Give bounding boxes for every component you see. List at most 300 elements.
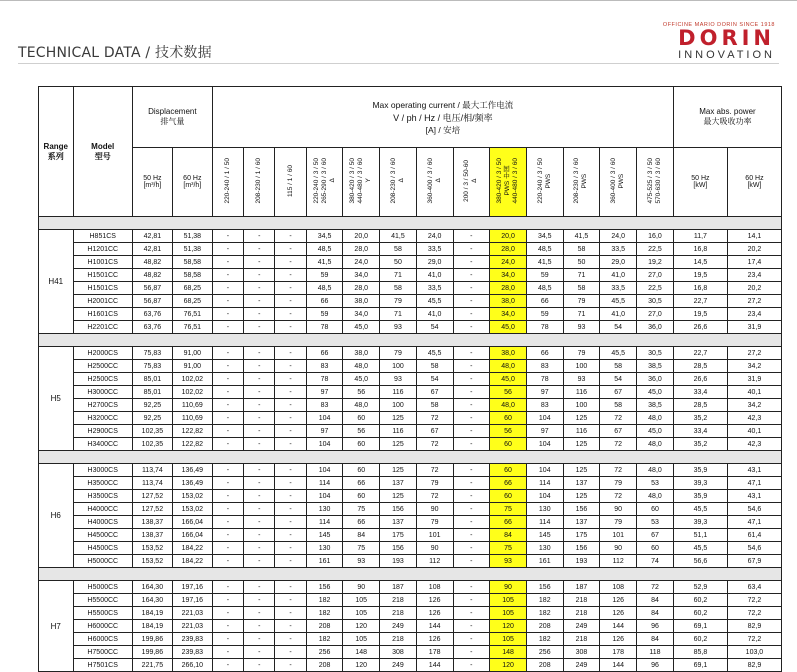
data-cell: 45,5 <box>600 347 637 360</box>
data-cell: 138,37 <box>132 529 172 542</box>
data-cell: 34,5 <box>306 230 343 243</box>
model-cell: H4500CC <box>73 529 132 542</box>
data-cell: 256 <box>526 646 563 659</box>
data-cell: 56 <box>490 425 527 438</box>
data-cell: - <box>212 399 243 412</box>
data-cell: 78 <box>526 373 563 386</box>
data-cell: 66 <box>490 516 527 529</box>
table-row <box>39 256 782 269</box>
data-cell: 60 <box>490 438 527 451</box>
data-cell: 29,0 <box>600 256 637 269</box>
data-cell: - <box>212 360 243 373</box>
data-cell: - <box>275 516 306 529</box>
model-cell: H2900CS <box>73 425 132 438</box>
data-cell: 58 <box>416 399 453 412</box>
data-cell: 75 <box>490 503 527 516</box>
data-cell: 42,3 <box>727 438 781 451</box>
data-cell: 164,30 <box>132 581 172 594</box>
data-cell: - <box>275 659 306 672</box>
data-cell: 102,35 <box>132 425 172 438</box>
data-cell: - <box>244 503 275 516</box>
data-cell: 101 <box>600 529 637 542</box>
data-cell: 45,5 <box>673 542 727 555</box>
data-cell: 47,1 <box>727 477 781 490</box>
data-cell: 59 <box>526 269 563 282</box>
model-cell: H6000CS <box>73 633 132 646</box>
data-cell: 20,2 <box>727 282 781 295</box>
data-cell: - <box>453 230 490 243</box>
data-cell: 178 <box>600 646 637 659</box>
data-cell: 182 <box>526 633 563 646</box>
model-cell: H4500CS <box>73 542 132 555</box>
data-cell: - <box>275 295 306 308</box>
data-cell: 79 <box>416 477 453 490</box>
data-cell: - <box>275 490 306 503</box>
data-cell: - <box>453 542 490 555</box>
data-cell: - <box>244 594 275 607</box>
table-row <box>39 230 782 243</box>
range-cell: H6 <box>39 464 74 568</box>
data-cell: 93 <box>490 555 527 568</box>
data-cell: 26,6 <box>673 321 727 334</box>
table-row <box>39 360 782 373</box>
data-cell: 156 <box>563 542 600 555</box>
data-cell: - <box>275 425 306 438</box>
data-cell: 51,1 <box>673 529 727 542</box>
data-cell: - <box>275 438 306 451</box>
data-cell: 199,86 <box>132 646 172 659</box>
voltage-col-header: 220-240 / 1 / 50 <box>212 148 243 217</box>
table-row <box>39 594 782 607</box>
data-cell: - <box>275 373 306 386</box>
data-cell: 76,51 <box>172 321 212 334</box>
data-cell: 199,86 <box>132 633 172 646</box>
data-cell: 156 <box>380 503 417 516</box>
data-cell: 45,0 <box>637 425 674 438</box>
data-cell: 164,30 <box>132 594 172 607</box>
data-cell: - <box>212 542 243 555</box>
data-cell: 175 <box>563 529 600 542</box>
data-cell: - <box>275 477 306 490</box>
data-cell: - <box>212 438 243 451</box>
data-cell: 38,0 <box>343 295 380 308</box>
data-cell: 33,5 <box>416 243 453 256</box>
data-cell: - <box>275 412 306 425</box>
data-cell: 125 <box>563 490 600 503</box>
data-cell: - <box>275 243 306 256</box>
data-cell: 75 <box>343 503 380 516</box>
data-cell: 50 <box>380 256 417 269</box>
data-cell: 58 <box>600 360 637 373</box>
data-cell: 256 <box>306 646 343 659</box>
data-cell: 100 <box>563 360 600 373</box>
data-cell: - <box>212 321 243 334</box>
data-cell: - <box>244 256 275 269</box>
header-divider <box>18 63 779 64</box>
data-cell: - <box>275 646 306 659</box>
data-cell: 59 <box>306 308 343 321</box>
data-cell: 126 <box>416 607 453 620</box>
data-cell: 54,6 <box>727 503 781 516</box>
data-cell: - <box>453 646 490 659</box>
data-cell: - <box>275 360 306 373</box>
data-cell: 72 <box>600 490 637 503</box>
data-cell: - <box>453 594 490 607</box>
data-cell: 34,5 <box>526 230 563 243</box>
data-cell: 90 <box>600 503 637 516</box>
data-cell: 156 <box>563 503 600 516</box>
top-border <box>0 0 797 1</box>
data-cell: 33,5 <box>600 243 637 256</box>
data-cell: 42,81 <box>132 243 172 256</box>
data-cell: 56,87 <box>132 282 172 295</box>
data-cell: 96 <box>637 620 674 633</box>
data-cell: 122,82 <box>172 425 212 438</box>
data-cell: 161 <box>306 555 343 568</box>
data-cell: - <box>244 542 275 555</box>
data-cell: 116 <box>563 386 600 399</box>
model-cell: H7501CS <box>73 659 132 672</box>
table-row <box>39 607 782 620</box>
group-separator <box>39 217 782 230</box>
data-cell: 126 <box>416 633 453 646</box>
table-row <box>39 542 782 555</box>
data-cell: 52,9 <box>673 581 727 594</box>
data-cell: - <box>244 386 275 399</box>
data-cell: 66 <box>343 516 380 529</box>
data-cell: 38,0 <box>490 295 527 308</box>
data-cell: 90 <box>600 542 637 555</box>
data-cell: 23,4 <box>727 308 781 321</box>
data-cell: 34,2 <box>727 360 781 373</box>
data-cell: 104 <box>526 490 563 503</box>
data-cell: 69,1 <box>673 659 727 672</box>
data-cell: 91,00 <box>172 347 212 360</box>
data-cell: 104 <box>306 412 343 425</box>
data-cell: 104 <box>306 490 343 503</box>
model-cell: H1501CC <box>73 269 132 282</box>
data-cell: - <box>275 399 306 412</box>
data-cell: - <box>244 581 275 594</box>
data-cell: 175 <box>380 529 417 542</box>
data-cell: 178 <box>416 646 453 659</box>
data-cell: 45,5 <box>673 503 727 516</box>
table-row <box>39 633 782 646</box>
data-cell: - <box>275 620 306 633</box>
data-cell: - <box>453 308 490 321</box>
data-cell: 38,5 <box>637 399 674 412</box>
group-separator <box>39 451 782 464</box>
data-cell: 54 <box>600 373 637 386</box>
data-cell: 137 <box>563 477 600 490</box>
data-cell: 126 <box>600 633 637 646</box>
data-cell: 19,2 <box>637 256 674 269</box>
data-cell: 101 <box>416 529 453 542</box>
data-cell: 72 <box>637 581 674 594</box>
data-cell: - <box>275 321 306 334</box>
data-cell: 48,0 <box>490 360 527 373</box>
data-cell: 60 <box>490 490 527 503</box>
data-cell: - <box>212 659 243 672</box>
data-cell: 48,5 <box>306 243 343 256</box>
data-cell: 221,75 <box>132 659 172 672</box>
data-cell: 60,2 <box>673 607 727 620</box>
data-cell: 22,7 <box>673 295 727 308</box>
data-cell: 58 <box>380 282 417 295</box>
data-cell: - <box>244 308 275 321</box>
data-cell: 105 <box>343 594 380 607</box>
data-cell: 67 <box>416 425 453 438</box>
data-cell: - <box>212 269 243 282</box>
data-cell: - <box>244 477 275 490</box>
data-cell: 41,5 <box>563 230 600 243</box>
data-cell: - <box>212 607 243 620</box>
data-cell: 197,16 <box>172 581 212 594</box>
data-cell: 45,5 <box>416 347 453 360</box>
data-cell: 24,0 <box>490 256 527 269</box>
data-cell: - <box>244 347 275 360</box>
table-row <box>39 386 782 399</box>
data-cell: - <box>453 464 490 477</box>
model-cell: H3500CC <box>73 477 132 490</box>
data-cell: 153,52 <box>132 555 172 568</box>
displacement-header: Displacement 排气量 <box>132 87 212 148</box>
model-cell: H2700CS <box>73 399 132 412</box>
data-cell: 113,74 <box>132 477 172 490</box>
data-cell: 11,7 <box>673 230 727 243</box>
data-cell: - <box>244 295 275 308</box>
table-row <box>39 438 782 451</box>
data-cell: 125 <box>563 438 600 451</box>
data-cell: 71 <box>380 269 417 282</box>
data-cell: 75,83 <box>132 347 172 360</box>
data-cell: - <box>453 438 490 451</box>
data-cell: 76,51 <box>172 308 212 321</box>
model-cell: H3400CC <box>73 438 132 451</box>
data-cell: 60 <box>637 542 674 555</box>
data-cell: - <box>453 347 490 360</box>
data-cell: 93 <box>380 373 417 386</box>
data-cell: 125 <box>380 438 417 451</box>
data-cell: 63,76 <box>132 321 172 334</box>
logo-sub: INNOVATION <box>678 49 775 61</box>
table-row <box>39 581 782 594</box>
data-cell: 114 <box>526 516 563 529</box>
table-row <box>39 282 782 295</box>
table-row <box>39 646 782 659</box>
table-row <box>39 620 782 633</box>
data-cell: 72 <box>600 464 637 477</box>
range-cell: H5 <box>39 347 74 451</box>
data-cell: 113,74 <box>132 464 172 477</box>
data-cell: 41,0 <box>600 269 637 282</box>
data-cell: 48,0 <box>343 399 380 412</box>
data-cell: 79 <box>380 347 417 360</box>
data-cell: 90 <box>416 503 453 516</box>
data-cell: 126 <box>600 594 637 607</box>
model-cell: H6000CC <box>73 620 132 633</box>
data-cell: - <box>275 347 306 360</box>
data-cell: 31,9 <box>727 321 781 334</box>
data-cell: 41,0 <box>416 308 453 321</box>
table-row <box>39 555 782 568</box>
data-cell: 75 <box>490 542 527 555</box>
model-cell: H1501CS <box>73 282 132 295</box>
data-cell: 182 <box>306 594 343 607</box>
data-cell: 184,19 <box>132 607 172 620</box>
data-cell: 144 <box>600 659 637 672</box>
data-cell: 58 <box>416 360 453 373</box>
data-cell: 22,5 <box>637 243 674 256</box>
voltage-col-header: 220-240 / 3 / 50 265-290 / 3 / 60 Δ <box>306 148 343 217</box>
data-cell: 110,69 <box>172 399 212 412</box>
data-cell: - <box>453 503 490 516</box>
data-cell: - <box>275 269 306 282</box>
data-cell: 61,4 <box>727 529 781 542</box>
data-cell: 48,0 <box>637 490 674 503</box>
data-cell: 145 <box>526 529 563 542</box>
data-cell: 110,69 <box>172 412 212 425</box>
data-cell: 75,83 <box>132 360 172 373</box>
model-cell: H4000CC <box>73 503 132 516</box>
data-cell: 249 <box>380 659 417 672</box>
data-cell: 72,2 <box>727 607 781 620</box>
data-cell: 45,5 <box>416 295 453 308</box>
data-cell: 71 <box>380 308 417 321</box>
data-cell: 156 <box>526 581 563 594</box>
data-cell: - <box>212 386 243 399</box>
data-cell: 48,82 <box>132 269 172 282</box>
data-cell: 67 <box>416 386 453 399</box>
data-cell: 125 <box>380 412 417 425</box>
data-cell: 218 <box>563 594 600 607</box>
data-cell: 208 <box>306 620 343 633</box>
data-cell: 28,0 <box>343 243 380 256</box>
data-cell: 34,2 <box>727 399 781 412</box>
disp-60hz-header: 60 Hz [m³/h] <box>172 148 212 217</box>
model-cell: H1001CS <box>73 256 132 269</box>
data-cell: 97 <box>306 386 343 399</box>
data-cell: - <box>275 529 306 542</box>
data-cell: 60 <box>343 412 380 425</box>
data-cell: 43,1 <box>727 464 781 477</box>
data-cell: 153,52 <box>132 542 172 555</box>
data-cell: - <box>244 607 275 620</box>
data-cell: 26,6 <box>673 373 727 386</box>
data-cell: 41,5 <box>306 256 343 269</box>
data-cell: 148 <box>343 646 380 659</box>
data-cell: 36,0 <box>637 373 674 386</box>
model-cell: H2500CC <box>73 360 132 373</box>
data-cell: 100 <box>380 399 417 412</box>
data-cell: 161 <box>526 555 563 568</box>
model-cell: H5000CS <box>73 581 132 594</box>
data-cell: 83 <box>306 399 343 412</box>
data-cell: 105 <box>490 633 527 646</box>
data-cell: 35,2 <box>673 412 727 425</box>
data-cell: 47,1 <box>727 516 781 529</box>
data-cell: - <box>212 490 243 503</box>
data-cell: 116 <box>380 425 417 438</box>
data-cell: 120 <box>490 620 527 633</box>
data-cell: 60 <box>343 490 380 503</box>
data-cell: 54 <box>416 373 453 386</box>
data-cell: 40,1 <box>727 425 781 438</box>
data-cell: 66 <box>306 347 343 360</box>
data-cell: 136,49 <box>172 464 212 477</box>
data-cell: - <box>453 529 490 542</box>
data-cell: 54,6 <box>727 542 781 555</box>
data-cell: - <box>453 412 490 425</box>
data-cell: 51,38 <box>172 243 212 256</box>
data-cell: 102,02 <box>172 386 212 399</box>
data-cell: 38,0 <box>490 347 527 360</box>
data-cell: 193 <box>563 555 600 568</box>
data-cell: 58,58 <box>172 269 212 282</box>
data-cell: 56,87 <box>132 295 172 308</box>
data-cell: 58 <box>380 243 417 256</box>
data-cell: 60 <box>490 412 527 425</box>
dorin-logo <box>663 22 775 61</box>
data-cell: 31,9 <box>727 373 781 386</box>
data-cell: - <box>212 282 243 295</box>
data-cell: 90 <box>343 581 380 594</box>
data-cell: - <box>244 516 275 529</box>
model-cell: H3500CS <box>73 490 132 503</box>
data-cell: 20,2 <box>727 243 781 256</box>
data-cell: 56 <box>343 386 380 399</box>
data-cell: 104 <box>526 412 563 425</box>
data-cell: 24,0 <box>416 230 453 243</box>
data-cell: 71 <box>563 269 600 282</box>
data-cell: 93 <box>563 373 600 386</box>
data-cell: 125 <box>563 464 600 477</box>
model-cell: H1201CC <box>73 243 132 256</box>
data-cell: 39,3 <box>673 477 727 490</box>
data-cell: 43,1 <box>727 490 781 503</box>
data-cell: 33,4 <box>673 425 727 438</box>
data-cell: 105 <box>490 594 527 607</box>
voltage-col-header: 208-230 / 3 / 60 PWS <box>563 148 600 217</box>
data-cell: - <box>275 633 306 646</box>
data-cell: - <box>453 269 490 282</box>
data-cell: 28,0 <box>490 243 527 256</box>
data-cell: 112 <box>600 555 637 568</box>
data-cell: 221,03 <box>172 607 212 620</box>
data-cell: 114 <box>306 516 343 529</box>
data-cell: 23,4 <box>727 269 781 282</box>
voltage-col-header: 360-400 / 3 / 60 Δ <box>416 148 453 217</box>
data-cell: 14,1 <box>727 230 781 243</box>
data-cell: 137 <box>380 477 417 490</box>
data-cell: - <box>212 503 243 516</box>
data-cell: 144 <box>416 620 453 633</box>
data-cell: 208 <box>306 659 343 672</box>
data-cell: 42,3 <box>727 412 781 425</box>
data-cell: - <box>212 555 243 568</box>
data-cell: - <box>275 555 306 568</box>
data-cell: 144 <box>416 659 453 672</box>
data-cell: - <box>212 594 243 607</box>
data-cell: 97 <box>526 425 563 438</box>
data-cell: - <box>453 555 490 568</box>
model-cell: H5500CS <box>73 607 132 620</box>
model-cell: H3000CC <box>73 386 132 399</box>
data-cell: 83 <box>306 360 343 373</box>
data-cell: - <box>453 633 490 646</box>
data-cell: 136,49 <box>172 477 212 490</box>
data-cell: 126 <box>416 594 453 607</box>
